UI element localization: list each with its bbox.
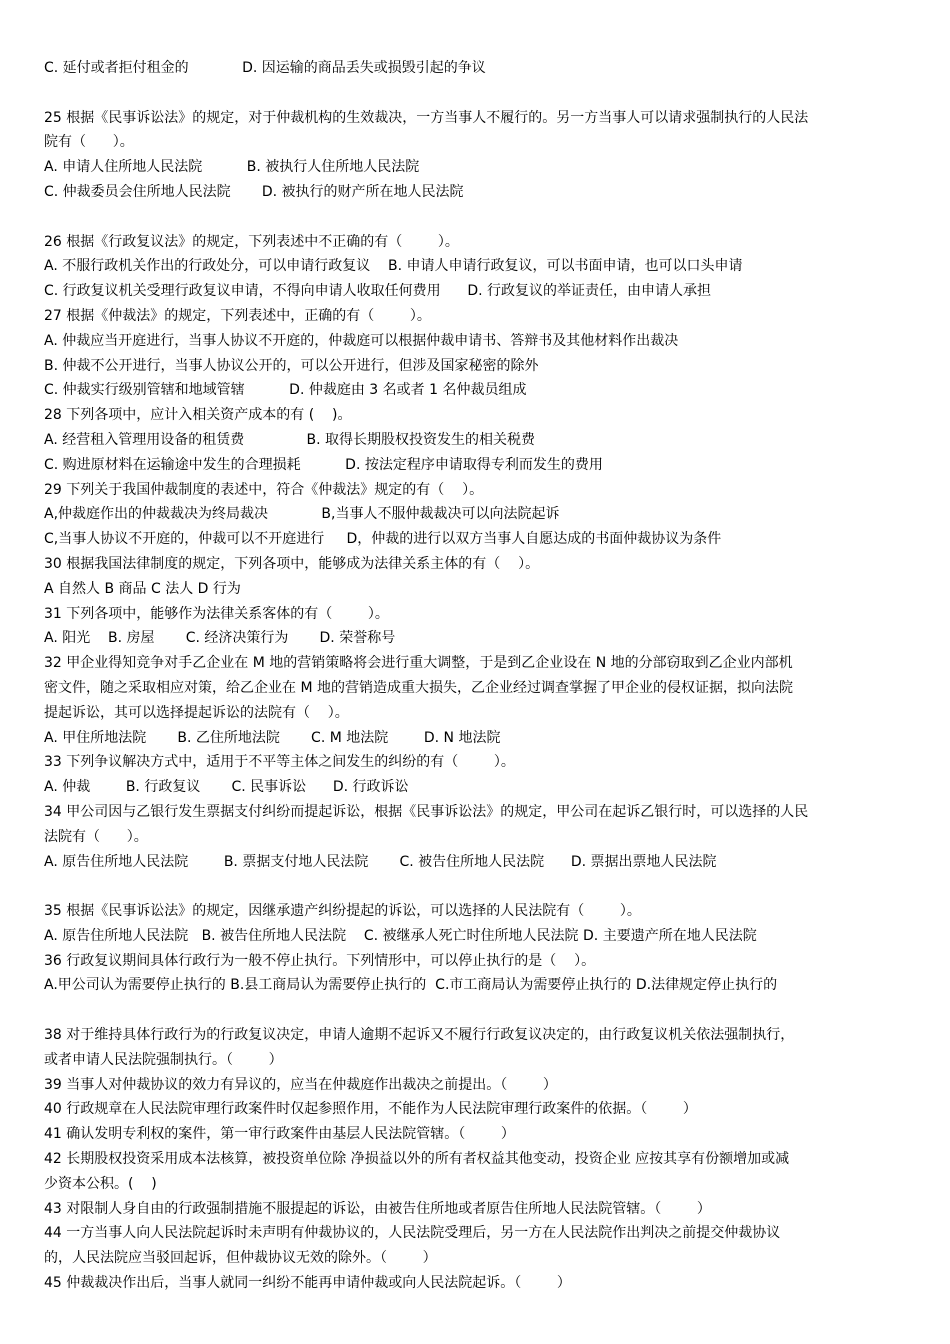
text-line: A. 阳光 B. 房屋 C. 经济决策行为 D. 荣誉称号 (44, 630, 396, 647)
text-line: 42 长期股权投资采用成本法核算，被投资单位除 净损益以外的所有者权益其他变动，投资企业 应按其享有份额增加或减 (44, 1151, 790, 1168)
text-line: 27 根据《仲裁法》的规定，下列表述中，正确的有（ ）。 (44, 307, 431, 324)
text-line: C. 延付或者拒付租金的 D. 因运输的商品丢失或损毁引起的争议 (44, 60, 486, 76)
text-line: 33 下列争议解决方式中，适用于不平等主体之间发生的纠纷的有（ ）。 (44, 754, 515, 771)
text-line: 的，人民法院应当驳回起诉，但仲裁协议无效的除外。（ ） (44, 1250, 437, 1267)
text-line: 26 根据《行政复议法》的规定，下列表述中不正确的有（ ）。 (44, 233, 459, 250)
text-line: C. 仲裁委员会住所地人民法院 D. 被执行的财产所在地人民法院 (44, 183, 464, 200)
text-line: A. 不服行政机关作出的行政处分，可以申请行政复议 B. 申请人申请行政复议，可以书面申请，也可以口头申请 (44, 258, 743, 275)
text-line: A. 仲裁应当开庭进行，当事人协议不开庭的，仲裁庭可以根据仲裁申请书、答辩书及其他材料作出裁决 (44, 332, 679, 349)
text-line: 院有（ ）。 (44, 134, 134, 151)
text-line: 35 根据《民事诉讼法》的规定，因继承遗产纠纷提起的诉讼，可以选择的人民法院有（ ）。 (44, 903, 641, 920)
text-line: 32 甲企业得知竞争对手乙企业在 M 地的营销策略将会进行重大调整，于是到乙企业设在 N 地的分部窃取到乙企业内部机 (44, 655, 793, 672)
text-line: A. 原告住所地人民法院 B. 被告住所地人民法院 C. 被继承人死亡时住所地人民法院 D. 主要遗产所在地人民法院 (44, 927, 757, 944)
text-line: A,仲裁庭作出的仲裁裁决为终局裁决 B,当事人不服仲裁裁决可以向法院起诉 (44, 506, 560, 523)
text-line: 法院有（ ）。 (44, 828, 148, 845)
text-line: 30 根据我国法律制度的规定，下列各项中，能够成为法律关系主体的有（ ）。 (44, 555, 540, 572)
text-line: 45 仲裁裁决作出后，当事人就同一纠纷不能再申请仲裁或向人民法院起诉。（ ） (44, 1275, 571, 1292)
text-line: 44 一方当事人向人民法院起诉时未声明有仲裁协议的，人民法院受理后，另一方在人民法院作出判决之前提交仲裁协议 (44, 1225, 781, 1242)
text-line: 提起诉讼，其可以选择提起诉讼的法院有（ ）。 (44, 704, 349, 721)
text-line: A. 仲裁 B. 行政复议 C. 民事诉讼 D. 行政诉讼 (44, 779, 409, 796)
text-line: B. 仲裁不公开进行，当事人协议公开的，可以公开进行，但涉及国家秘密的除外 (44, 357, 539, 374)
text-line: A. 经营租入管理用设备的租赁费 B. 取得长期股权投资发生的相关税费 (44, 431, 536, 448)
text-line: 25 根据《民事诉讼法》的规定，对于仲裁机构的生效裁决，一方当事人不履行的。另一方当事人可以请求强制执行的人民法 (44, 109, 809, 126)
text-line: 43 对限制人身自由的行政强制措施不服提起的诉讼，由被告住所地或者原告住所地人民法院管辖。（ ） (44, 1200, 711, 1217)
text-line: 28 下列各项中，应计入相关资产成本的有 ( )。 (44, 407, 352, 424)
text-line: A. 申请人住所地人民法院 B. 被执行人住所地人民法院 (44, 159, 420, 176)
text-line: 31 下列各项中，能够作为法律关系客体的有（ ）。 (44, 605, 389, 622)
text-line: C. 行政复议机关受理行政复议申请，不得向申请人收取任何费用 D. 行政复议的举证责任，由申请人承担 (44, 283, 712, 300)
text-line: A 自然人 B 商品 C 法人 D 行为 (44, 580, 241, 597)
blank-line (44, 205, 920, 230)
text-line: A.甲公司认为需要停止执行的 B.县工商局认为需要停止执行的 C.市工商局认为需要停止执行的 D.法律规定停止执行的 (44, 977, 778, 994)
blank-line (44, 81, 920, 106)
text-line: 或者申请人民法院强制执行。（ ） (44, 1051, 283, 1068)
text-line: 29 下列关于我国仲裁制度的表述中，符合《仲裁法》规定的有（ ）。 (44, 481, 484, 498)
text-line: A. 甲住所地法院 B. 乙住所地法院 C. M 地法院 D. N 地法院 (44, 729, 501, 746)
text-line: C. 仲裁实行级别管辖和地域管辖 D. 仲裁庭由 3 名或者 1 名仲裁员组成 (44, 382, 527, 399)
text-line: 39 当事人对仲裁协议的效力有异议的，应当在仲裁庭作出裁决之前提出。（ ） (44, 1076, 557, 1093)
text-line: C. 购进原材料在运输途中发生的合理损耗 D. 按法定程序申请取得专利而发生的费用 (44, 456, 603, 473)
text-line: 38 对于维持具体行政行为的行政复议决定，申请人逾期不起诉又不履行行政复议决定的，由行政复议机关依法强制执行， (44, 1027, 795, 1044)
text-line: A. 原告住所地人民法院 B. 票据支付地人民法院 C. 被告住所地人民法院 D. 票据出票地人民法院 (44, 853, 717, 870)
blank-line (44, 874, 920, 899)
text-line: 40 行政规章在人民法院审理行政案件时仅起参照作用，不能作为人民法院审理行政案件的依据。（ ） (44, 1101, 697, 1118)
text-line: 密文件，随之采取相应对策，给乙企业在 M 地的营销造成重大损失，乙企业经过调查掌握了甲企业的侵权证据，拟向法院 (44, 679, 793, 696)
text-line: C,当事人协议不开庭的，仲裁可以不开庭进行 D，仲裁的进行以双方当事人自愿达成的书面仲裁协议为条件 (44, 531, 722, 548)
blank-line (44, 998, 920, 1023)
text-line: 41 确认发明专利权的案件，第一审行政案件由基层人民法院管辖。（ ） (44, 1126, 515, 1143)
text-line: 36 行政复议期间具体行政行为一般不停止执行。下列情形中，可以停止执行的是（ ）。 (44, 952, 596, 969)
text-line: 34 甲公司因与乙银行发生票据支付纠纷而提起诉讼，根据《民事诉讼法》的规定，甲公司在起诉乙银行时，可以选择的人民 (44, 803, 809, 820)
text-line: 少资本公积。( ) (44, 1175, 157, 1192)
